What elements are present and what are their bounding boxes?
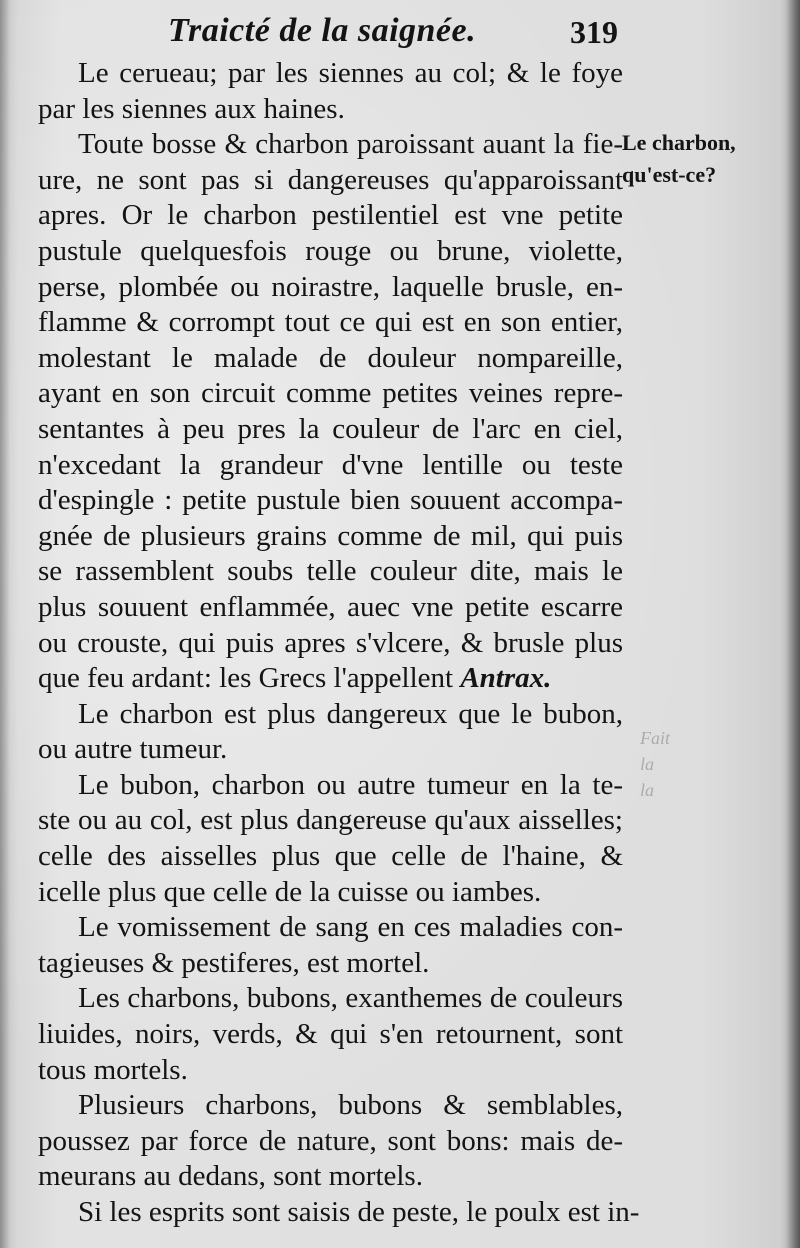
bleed-line: Fait [640,728,670,748]
text-line-content: pustule quelquesfois rouge ou brune, violette, [38,234,623,267]
text-line [38,341,623,377]
text-line-content: que feu ardant: les Grecs l'appellent [38,662,461,695]
text-line [38,803,623,839]
text-line [38,1159,623,1195]
text-line-content: ou autre tumeur. [38,733,228,766]
text-line [38,448,623,484]
running-title: Traicté de la saignée. [168,12,477,49]
text-line-content: Le cerueau; par les siennes au col; & le foye [78,57,623,89]
text-line-content: Le charbon est plus dangereux que le bubon, [78,697,623,730]
text-line [38,270,623,306]
text-line [38,875,623,911]
text-line [38,376,623,412]
text-line [38,1195,640,1231]
text-line-content: gnée de plusieurs grains comme de mil, qui puis [38,519,623,552]
text-line [38,910,623,946]
text-line [38,163,623,199]
text-line-content: molestant le malade de douleur nompareille, [38,341,623,374]
text-line-content: n'excedant la grandeur d'vne lentille ou teste [38,448,623,481]
text-line-content: ou crouste, qui puis apres s'vlcere, & brusle plus [38,626,623,659]
italic-word: Antrax. [460,662,552,695]
bleed-line: la [640,780,655,800]
text-line-content: Plusieurs charbons, bubons & semblables, [78,1089,623,1122]
text-line [38,234,623,270]
text-line-content: meurans au dedans, sont mortels. [38,1160,423,1193]
text-line-content: d'espingle : petite pustule bien souuent accompa- [38,484,623,517]
text-line-content: Le vomissement de sang en ces maladies con- [78,911,623,944]
text-line [38,1053,623,1089]
text-line [38,626,623,662]
text-line [38,732,623,768]
text-line-content: Toute bosse & charbon paroissant auant la fie- [78,128,623,161]
text-line [38,981,623,1017]
page-header [168,12,618,56]
text-line [38,127,623,163]
text-line-content: sentantes à peu pres la couleur de l'arc en ciel, [38,412,623,445]
text-line [38,483,623,519]
text-line-content: tous mortels. [38,1053,188,1086]
text-line [38,1124,623,1160]
text-line [38,305,623,341]
bleed-line: la [640,754,655,774]
text-line [38,661,623,697]
text-line-content: flamme & corrompt tout ce qui est en son entier, [38,306,623,339]
text-line-content: liuides, noirs, verds, & qui s'en retournent, sont [38,1018,623,1051]
text-line-content: icelle plus que celle de la cuisse ou iambes. [38,875,542,908]
text-line [38,56,623,92]
text-line-content: perse, plombée ou noirastre, laquelle brusle, en- [38,270,623,303]
text-line-content: Si les esprits sont saisis de peste, le poulx est in- [78,1196,640,1228]
body-text [38,56,640,1231]
page-gutter-shadow [786,0,800,1248]
text-line-content: ure, ne sont pas si dangereuses qu'apparoissant [38,163,623,196]
text-line-content: Le bubon, charbon ou autre tumeur en la te- [78,768,623,801]
text-line [38,1017,623,1053]
text-line [38,412,623,448]
text-line [38,92,623,128]
text-line-content: poussez par force de nature, sont bons: mais de- [38,1124,623,1157]
text-line-content: ayant en son circuit comme petites veines repre- [38,377,623,410]
text-line-content: se rassemblent soubs telle couleur dite, mais le [38,555,623,588]
text-line [38,1088,623,1124]
text-line-content: plus souuent enflammée, auec vne petite escarre [38,590,623,623]
text-line-content: par les siennes aux haines. [38,92,345,125]
text-line [38,839,623,875]
text-line [38,697,623,733]
margin-note-line: Le charbon, [622,130,736,155]
page-number: 319 [570,14,618,50]
text-line [38,590,623,626]
text-line-content: apres. Or le charbon pestilentiel est vne petite [38,199,623,232]
text-line [38,519,623,555]
page-left-edge [0,0,10,1248]
text-line [38,198,623,234]
bleed-through-text [640,725,760,803]
text-line-content: ste ou au col, est plus dangereuse qu'aux aisselles; [38,804,623,837]
text-line [38,554,623,590]
text-line [38,768,623,804]
text-line [38,946,623,982]
margin-note-line: qu'est-ce? [622,162,717,187]
text-line-content: Les charbons, bubons, exanthemes de couleurs [78,982,623,1015]
margin-note [622,127,762,191]
text-line-content: tagieuses & pestiferes, est mortel. [38,946,430,979]
text-line-content: celle des aisselles plus que celle de l'haine, & [38,840,623,873]
